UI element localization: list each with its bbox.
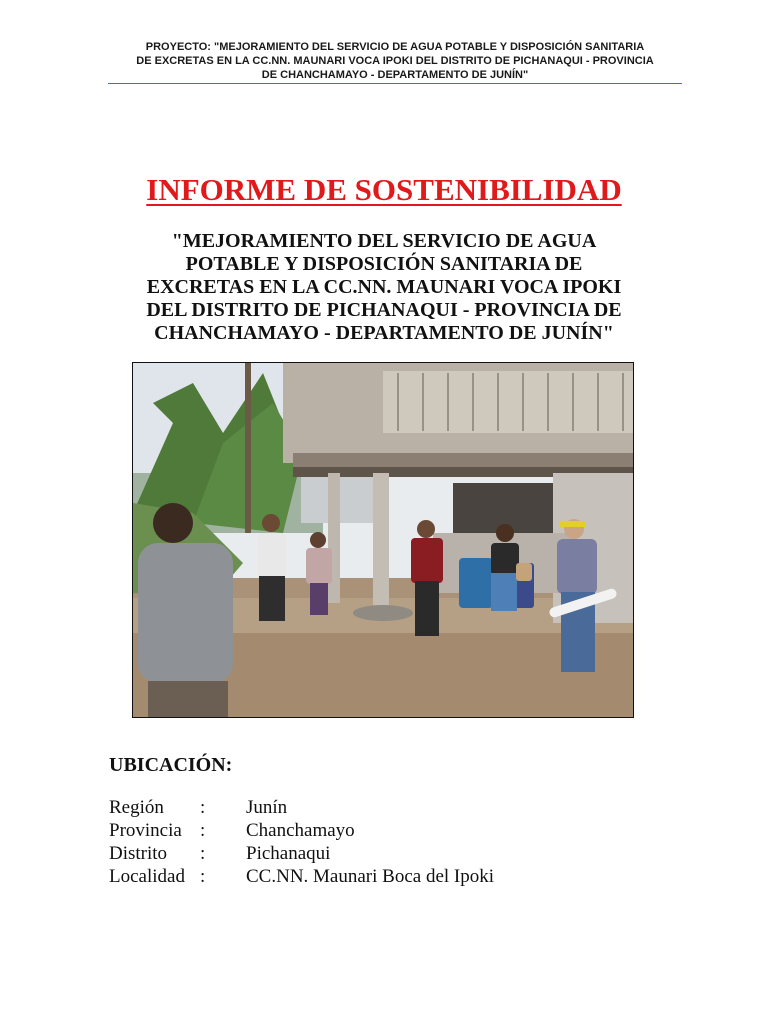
location-label: Localidad	[109, 866, 185, 887]
location-value: CC.NN. Maunari Boca del Ipoki	[246, 866, 495, 887]
project-name-line: EXCRETAS EN LA CC.NN. MAUNARI VOCA IPOKI	[146, 276, 622, 298]
location-label: Provincia	[109, 820, 182, 841]
project-name-line: DEL DISTRITO DE PICHANAQUI - PROVINCIA DE	[146, 299, 622, 321]
location-heading: UBICACIÓN:	[109, 754, 233, 776]
header-divider	[108, 83, 682, 84]
page-header	[108, 40, 682, 82]
header-line: DE EXCRETAS EN LA CC.NN. MAUNARI VOCA IPOKI DEL DISTRITO DE PICHANAQUI - PROVINCIA	[136, 55, 654, 67]
location-colon: :	[200, 820, 206, 841]
document-title: INFORME DE SOSTENIBILIDAD	[146, 172, 622, 207]
header-line: DE CHANCHAMAYO - DEPARTAMENTO DE JUNÍN"	[261, 69, 529, 81]
header-line: PROYECTO: "MEJORAMIENTO DEL SERVICIO DE AGUA POTABLE Y DISPOSICIÓN SANITARIA	[145, 41, 645, 53]
photo-illustration	[133, 363, 633, 717]
project-name-line: POTABLE Y DISPOSICIÓN SANITARIA DE	[185, 253, 583, 275]
location-value: Junín	[246, 797, 288, 818]
location-colon: :	[200, 797, 206, 818]
location-label: Región	[109, 797, 164, 818]
project-name-line: CHANCHAMAYO - DEPARTAMENTO DE JUNÍN"	[154, 322, 614, 344]
project-name-line: "MEJORAMIENTO DEL SERVICIO DE AGUA	[171, 230, 597, 252]
location-colon: :	[200, 866, 206, 887]
location-value: Chanchamayo	[246, 820, 355, 841]
project-name	[100, 230, 668, 345]
location-colon: :	[200, 843, 206, 864]
location-value: Pichanaqui	[246, 843, 331, 864]
community-meeting-photo	[132, 362, 634, 718]
location-label: Distrito	[109, 843, 168, 864]
